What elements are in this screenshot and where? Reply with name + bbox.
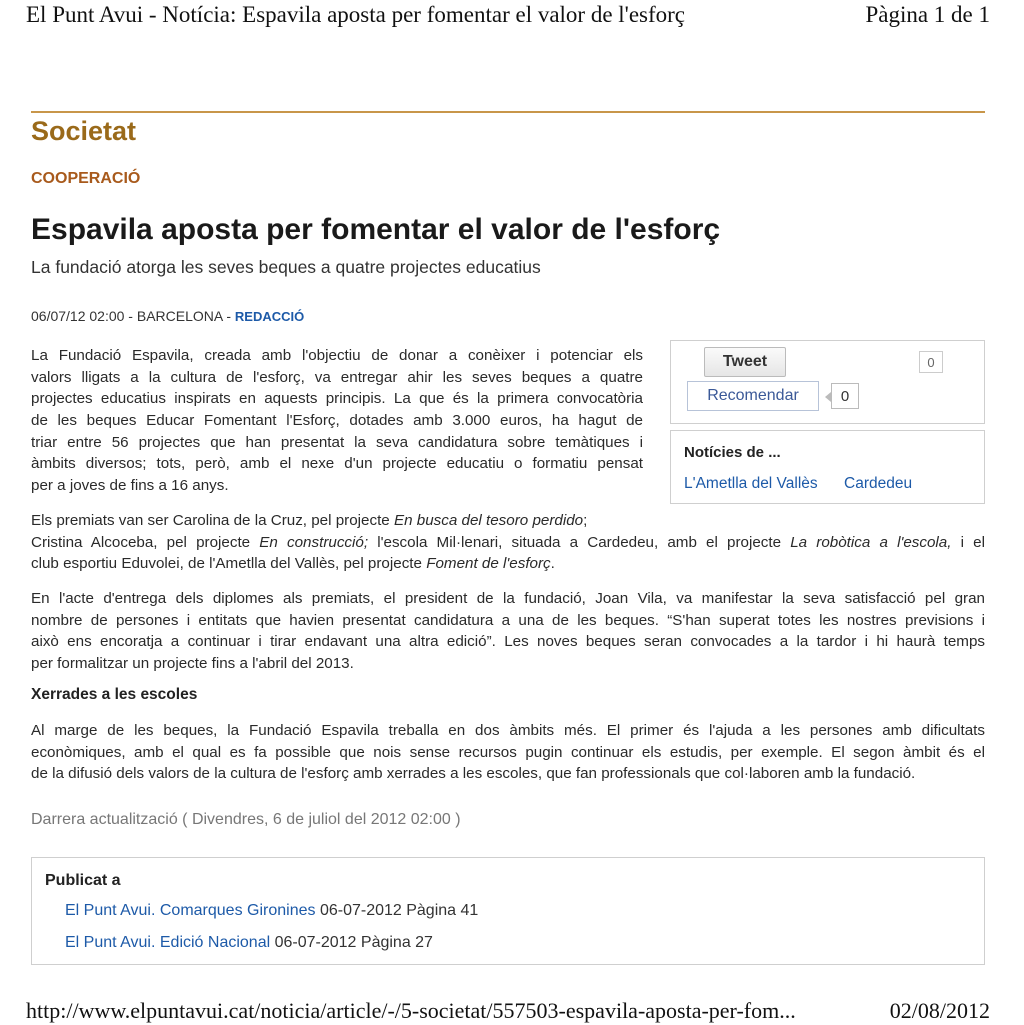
paragraph-line: això ens encoratja a continuar i tirar endavant una altra edició”. Les noves beques seran convocades a la tardor i hi haurà temps [31, 633, 985, 651]
published-item [65, 902, 478, 920]
published-source-link[interactable]: El Punt Avui. Comarques Gironines [65, 902, 316, 919]
paragraph-line: per formalitzar un projecte fins a l'abril del 2013. [31, 655, 354, 673]
published-detail: 06-07-2012 Pàgina 27 [270, 934, 433, 951]
paragraph-line: club esportiu Eduvolei, de l'Ametlla del Vallès, pel projecte Foment de l'esforç. [31, 555, 555, 573]
recommend-button[interactable]: Recomendar [687, 381, 819, 411]
paragraph-line: En l'acte d'entrega dels diplomes als premiats, el president de la fundació, Joan Vila, va manifestar la seva satisfacció pel gran [31, 590, 985, 607]
related-news-title: Notícies de ... [684, 444, 781, 461]
print-footer-date: 02/08/2012 [889, 998, 990, 1023]
print-header-page: Pàgina 1 de 1 [865, 2, 990, 27]
published-item [65, 934, 433, 952]
article-paragraph-1 [31, 345, 643, 497]
related-link-ametlla[interactable]: L'Ametlla del Vallès [684, 475, 818, 492]
published-title: Publicat a [45, 872, 121, 889]
article-dateline [31, 308, 304, 324]
related-news-box [670, 430, 985, 504]
related-link-cardedeu[interactable]: Cardedeu [844, 475, 913, 492]
tweet-button[interactable]: Tweet [704, 347, 786, 377]
tweet-count: 0 [919, 351, 943, 373]
print-header-title: El Punt Avui - Notícia: Espavila aposta per fomentar el valor de l'esforç [26, 2, 686, 27]
dateline-text: 06/07/12 02:00 - BARCELONA - [31, 308, 235, 324]
paragraph-line: triar entre 56 projectes que han presentat la seva candidatura sobre temàtiques i [31, 433, 643, 451]
published-source-link[interactable]: El Punt Avui. Edició Nacional [65, 934, 271, 951]
author-link[interactable]: REDACCIÓ [234, 309, 305, 324]
section-title[interactable]: Societat [31, 116, 137, 146]
print-footer-url: http://www.elpuntavui.cat/noticia/article/-/5-societat/557503-espavila-aposta-per-fom... [26, 998, 796, 1023]
subheading: Xerrades a les escoles [31, 686, 198, 703]
recommend-count: 0 [831, 383, 859, 409]
paragraph-line: econòmiques, amb el qual es fa possible que nois sense recursos pugin continuar els estudis, per exemple. El segon àmbit és el [31, 743, 985, 761]
last-updated: Darrera actualització ( Divendres, 6 de juliol del 2012 02:00 ) [31, 811, 461, 828]
article-paragraph-3 [31, 588, 985, 675]
paragraph-line: Els premiats van ser Carolina de la Cruz, pel projecte En busca del tesoro perdido; [31, 512, 588, 529]
article-subheadline: La fundació atorga les seves beques a quatre projectes educatius [31, 257, 541, 277]
paragraph-line: de la difusió dels valors de la cultura de l'esforç amb xerrades a les escoles, que fan professionals que col·laboren amb la fundació. [31, 765, 916, 783]
paragraph-line: àmbits diversos; tots, però, amb el nexe d'un projecte educatiu o formatiu pensat [31, 455, 643, 473]
paragraph-line: per a joves de fins a 16 anys. [31, 477, 229, 495]
paragraph-line: Cristina Alcoceba, pel projecte En construcció; l'escola Mil·lenari, situada a Cardedeu, amb el projecte La robòtica a l'escola, i el [31, 533, 985, 551]
paragraph-line: valors lligats a la cultura de l'esforç, va entregar ahir les seves beques a quatre [31, 368, 643, 386]
social-share-box [670, 340, 985, 424]
print-footer [26, 998, 990, 1025]
published-in-box [31, 857, 985, 965]
article-paragraph-2 [31, 510, 985, 575]
article-paragraph-4 [31, 720, 985, 785]
paragraph-line: Al marge de les beques, la Fundació Espavila treballa en dos àmbits més. El primer és l'ajuda a les persones amb dificultats [31, 722, 985, 739]
print-header [26, 2, 990, 32]
category-label[interactable]: COOPERACIÓ [31, 170, 141, 187]
article-headline: Espavila aposta per fomentar el valor de l'esforç [31, 213, 721, 246]
paragraph-line: de les beques Educar Fomentant l'Esforç, dotades amb 3.000 euros, ha hagut de [31, 412, 643, 430]
paragraph-line: projectes educatius inspirats en aquests principis. La que és la primera convocatòria [31, 390, 643, 408]
paragraph-line: La Fundació Espavila, creada amb l'objectiu de donar a conèixer i potenciar els [31, 347, 643, 364]
published-detail: 06-07-2012 Pàgina 41 [315, 902, 479, 919]
section-divider [31, 111, 985, 113]
paragraph-line: nombre de persones i entitats que havien presentat candidatura a una de les beques. “S'han superat totes les nostres previsions i [31, 611, 985, 629]
